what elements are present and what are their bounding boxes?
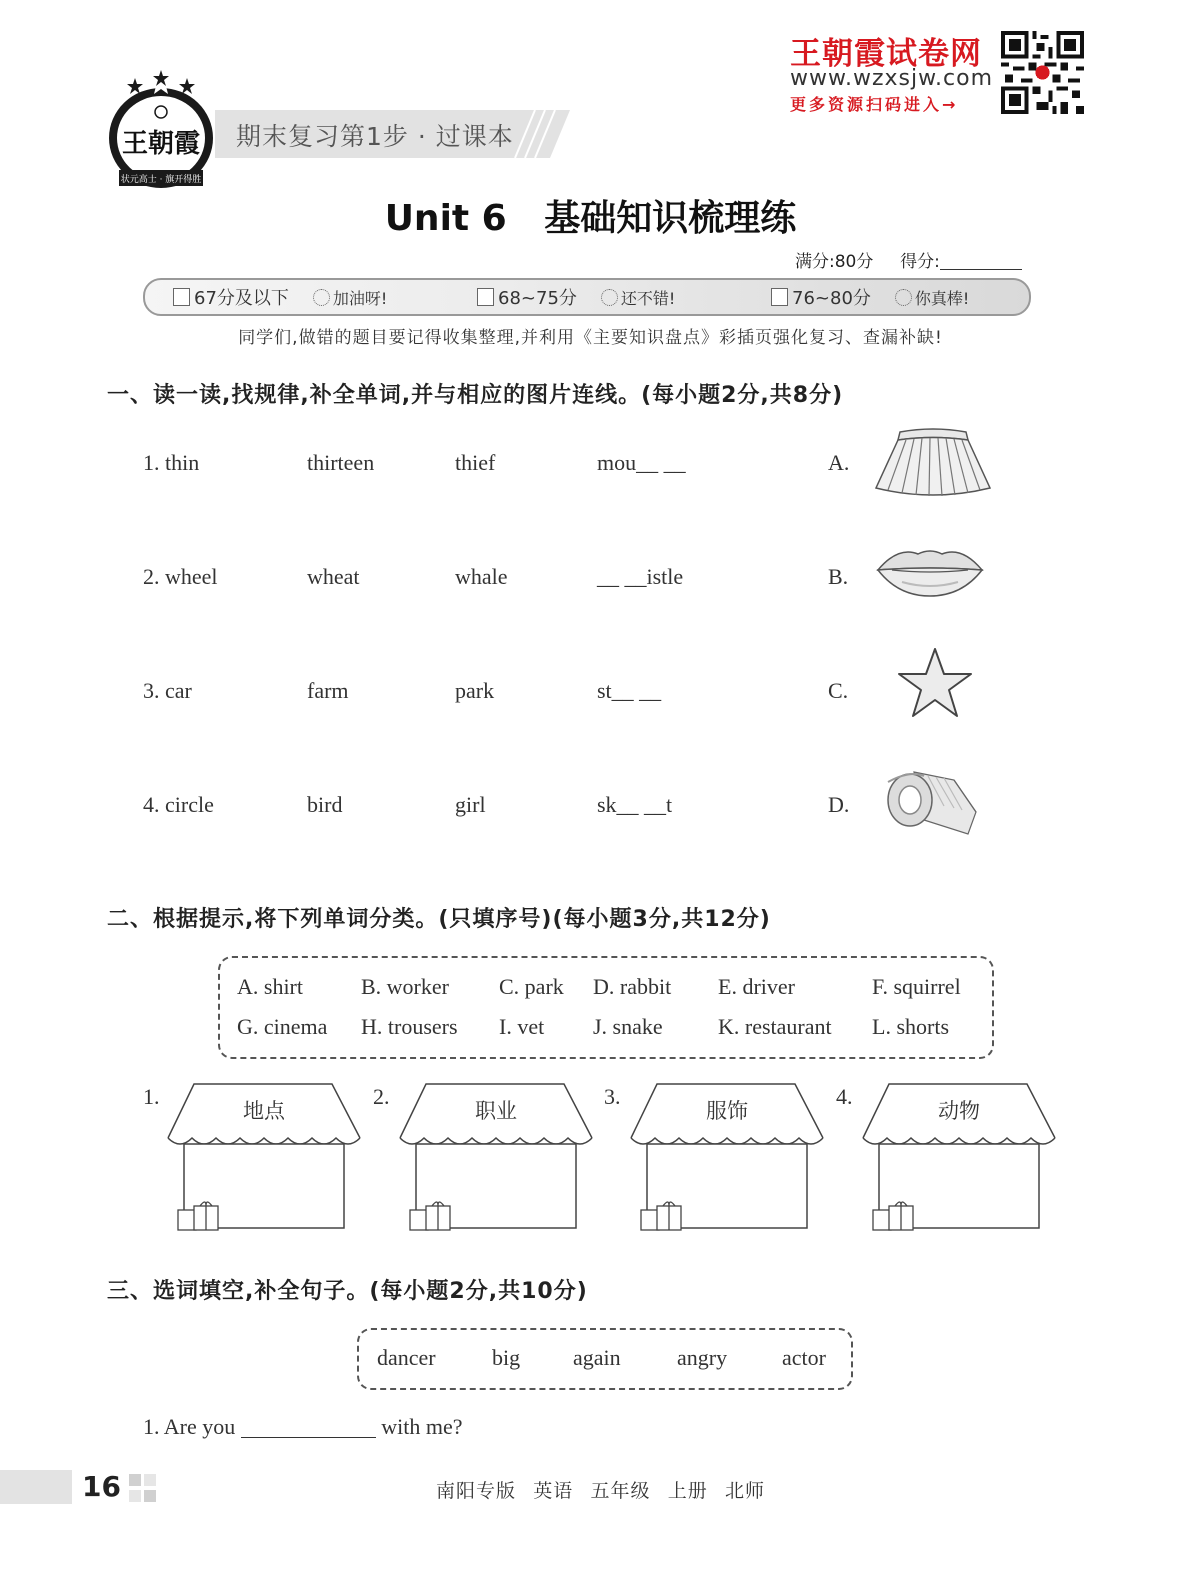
smiley-icon bbox=[895, 289, 912, 306]
word-bank-item: E. driver bbox=[718, 974, 795, 999]
s1-row4-word1: 4. circle bbox=[143, 792, 214, 817]
s1-row2-word1: 2. wheel bbox=[143, 564, 218, 589]
word-bank-item: J. snake bbox=[593, 1014, 663, 1039]
s1-option-c: C. bbox=[828, 678, 849, 703]
s1-row1-word3: thief bbox=[455, 450, 496, 475]
word-choice: angry bbox=[677, 1345, 728, 1370]
word-choice: big bbox=[492, 1345, 521, 1370]
word-bank-item: B. worker bbox=[361, 974, 449, 999]
brand-seal-logo bbox=[105, 70, 217, 188]
word-choice: again bbox=[573, 1345, 621, 1370]
house-number: 2. bbox=[373, 1084, 390, 1109]
whistle-icon[interactable] bbox=[884, 762, 980, 840]
star-icon[interactable] bbox=[896, 646, 974, 720]
s1-row2-word3: whale bbox=[455, 564, 508, 589]
qr-code-icon[interactable] bbox=[1001, 31, 1084, 114]
s3-question-1 bbox=[143, 1414, 463, 1440]
s1-row2-word2: wheat bbox=[307, 564, 360, 589]
smiley-icon bbox=[313, 289, 330, 306]
site-url[interactable]: www.wzxsjw.com bbox=[790, 66, 994, 91]
score-label: 得分: bbox=[900, 252, 940, 272]
s1-row2-blank[interactable]: __ __istle bbox=[597, 564, 684, 589]
grade-option-3[interactable] bbox=[771, 284, 969, 310]
section-2-title: 二、根据提示,将下列单词分类。(只填序号)(每小题3分,共12分) bbox=[107, 907, 771, 932]
footer-edition: 南阳专版 英语 五年级 上册 北师 bbox=[435, 1481, 765, 1502]
word-bank-item: K. restaurant bbox=[718, 1014, 832, 1039]
s1-row1-word1: 1. thin bbox=[143, 450, 200, 475]
checkbox[interactable] bbox=[477, 288, 494, 306]
grade-option-1[interactable] bbox=[173, 284, 387, 310]
checkbox[interactable] bbox=[173, 288, 190, 306]
banner-title: 期末复习第1步 · 过课本 bbox=[236, 122, 514, 151]
word-choice: dancer bbox=[377, 1345, 436, 1370]
skirt-icon[interactable] bbox=[872, 426, 994, 502]
s1-option-b: B. bbox=[828, 564, 849, 589]
word-bank-item: D. rabbit bbox=[593, 974, 672, 999]
word-bank-item: L. shorts bbox=[872, 1014, 949, 1039]
page-number: 16 bbox=[82, 1470, 121, 1503]
checkbox[interactable] bbox=[771, 288, 788, 306]
svg-text:王朝霞: 王朝霞 bbox=[121, 129, 201, 159]
section-3-title: 三、选词填空,补全句子。(每小题2分,共10分) bbox=[107, 1279, 588, 1304]
svg-text:状元高士 · 旗开得胜: 状元高士 · 旗开得胜 bbox=[120, 175, 202, 185]
word-bank-item: F. squirrel bbox=[872, 974, 961, 999]
s1-row4-word3: girl bbox=[455, 792, 486, 817]
word-bank-box bbox=[218, 956, 994, 1059]
s1-row3-blank[interactable]: st__ __ bbox=[597, 678, 662, 703]
s1-row1-word2: thirteen bbox=[307, 450, 375, 475]
s1-row3-word3: park bbox=[455, 678, 495, 703]
word-bank-item: H. trousers bbox=[361, 1014, 458, 1039]
question-text: 1. Are you bbox=[143, 1414, 236, 1439]
mouth-icon[interactable] bbox=[872, 540, 988, 600]
house-label: 地点 bbox=[243, 1099, 285, 1123]
s1-row1-blank[interactable]: mou__ __ bbox=[597, 450, 686, 475]
grade-praise: 加油呀! bbox=[332, 288, 388, 308]
house-label: 服饰 bbox=[706, 1099, 748, 1123]
word-choice: actor bbox=[782, 1345, 826, 1370]
grade-praise: 你真棒! bbox=[914, 288, 970, 308]
smiley-icon bbox=[601, 289, 618, 306]
score-line bbox=[795, 247, 1022, 272]
score-blank[interactable] bbox=[940, 251, 1022, 270]
word-bank-item: I. vet bbox=[499, 1014, 545, 1039]
house-number: 4. bbox=[836, 1084, 853, 1109]
s1-row4-word2: bird bbox=[307, 792, 343, 817]
house-label: 职业 bbox=[475, 1099, 517, 1123]
section-1-title: 一、读一读,找规律,补全单词,并与相应的图片连线。(每小题2分,共8分) bbox=[107, 383, 844, 408]
house-number: 1. bbox=[143, 1084, 160, 1109]
house-label: 动物 bbox=[938, 1099, 980, 1123]
s1-row3-word1: 3. car bbox=[143, 678, 192, 703]
question-text: with me? bbox=[381, 1414, 463, 1439]
full-score: 满分:80分 bbox=[795, 252, 874, 272]
word-bank-item: A. shirt bbox=[237, 974, 303, 999]
s1-row4-blank[interactable]: sk__ __t bbox=[597, 792, 673, 817]
answer-blank[interactable] bbox=[241, 1415, 376, 1438]
page-title: Unit 6 基础知识梳理练 bbox=[384, 198, 797, 239]
grade-range: 68~75分 bbox=[498, 288, 577, 309]
house-number: 3. bbox=[604, 1084, 621, 1109]
grade-range: 76~80分 bbox=[792, 288, 871, 309]
s1-option-d: D. bbox=[828, 792, 850, 817]
site-name: 王朝霞试卷网 bbox=[790, 36, 982, 72]
s1-option-a: A. bbox=[828, 450, 850, 475]
site-cta: 更多资源扫码进入→ bbox=[790, 95, 959, 114]
word-bank-item: C. park bbox=[499, 974, 564, 999]
grade-range: 67分及以下 bbox=[194, 288, 289, 309]
word-bank-item: G. cinema bbox=[237, 1014, 328, 1039]
s1-row3-word2: farm bbox=[307, 678, 349, 703]
grade-option-2[interactable] bbox=[477, 284, 675, 310]
grade-praise: 还不错! bbox=[620, 288, 676, 308]
notice-text: 同学们,做错的题目要记得收集整理,并利用《主要知识盘点》彩插页强化复习、查漏补缺! bbox=[238, 328, 943, 348]
